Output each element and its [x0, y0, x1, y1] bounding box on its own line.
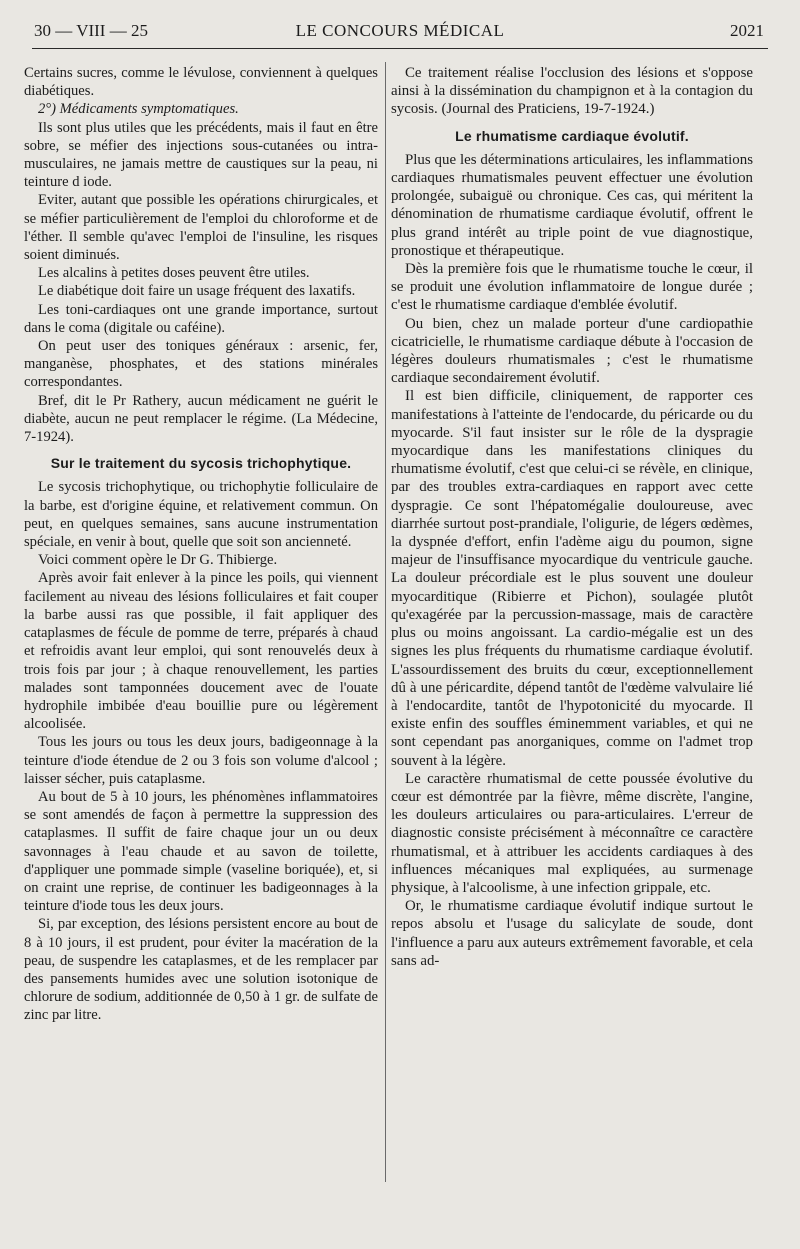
paragraph: Si, par exception, des lésions persistent encore au bout de 8 à 10 jours, il est prudent, pour éviter la macération de la peau, de suspendre les cataplasmes, et de les remplacer par des pansements humides avec une solution isotonique de chlorure de sodium, additionnée de 0,50 à 1 gr. de sulfate de zinc par litre. [24, 916, 378, 1024]
paragraph: Il est bien difficile, cliniquement, de rapporter ces manifestations à l'atteinte de l'endocarde, du péricarde ou du myocarde. S'il faut insister sur le rôle de la dyspragie myocardique dans les manifestations cliniques du rhumatisme évolutif, c'est que celui-ci se révèle, en clinique, par des troubles extra-cardiaques en rapport avec cette dyspragie. Ce sont l'hépatomégalie douloureuse, avec diarrhée surtout post-prandiale, l'oligurie, de légers œdèmes, la dyspnée d'effort, enfin l'adème aigu du poumon, signe majeur de l'insuffisance myocardique du ventricule gauche. La douleur précordiale est le plus souvent une douleur myocarditique (Ribierre et Pichon), soulagée plutôt qu'exagérée par la percussion-massage, mais de caractère plus ou moins angoissant. La cardio-mégalie est un des signes les plus fréquents du rhumatisme cardiaque évolutif. L'assourdissement des bruits du cœur, exceptionnellement dû à une péricardite, dépend tantôt de l'œdème valvulaire lié à l'endocardite, tantôt de l'hypotonicité du myocarde. Il existe enfin des souffles éminemment variables, et qui ne sont cependant pas anorganiques, comme on l'admet trop souvent à la légère. [391, 388, 753, 769]
paragraph: Ce traitement réalise l'occlusion des lésions et s'oppose ainsi à la dissémination du champignon et à la contagion du sycosis. (Journal des Praticiens, 19-7-1924.) [391, 65, 753, 118]
issue-date: 30 — VIII — 25 [34, 21, 148, 40]
journal-title: LE CONCOURS MÉDICAL [295, 21, 505, 40]
paragraph: Voici comment opère le Dr G. Thibierge. [38, 552, 278, 569]
page-header [32, 18, 768, 49]
section-heading: Le rhumatisme cardiaque évolutif. [455, 127, 689, 144]
right-column [391, 64, 753, 970]
subheading [24, 100, 378, 118]
paragraph: Les toni-cardiaques ont une grande importance, surtout dans le coma (digitale ou caféine). [24, 301, 378, 336]
paragraph: Plus que les déterminations articulaires, les inflammations cardiaques rhumatismales peuvent effectuer une évolution prolongée, subaiguë ou chronique. Ces cas, qui méritent la dénomination de rhumatisme cardiaque évolutif, offrent le plus grand intérêt au triple point de vue diagnostique, pronostique et thérapeutique. [391, 151, 753, 259]
paragraph: Tous les jours ou tous les deux jours, badigeonnage à la teinture d'iode étendue de 2 ou 3 fois son volume d'alcool ; laisser sécher, puis cataplasme. [24, 734, 378, 787]
paragraph: Or, le rhumatisme cardiaque évolutif indique surtout le repos absolu et l'usage du salicylate de soude, dont l'influence a paru aux auteurs extrêmement favorable, et cela sans ad- [391, 898, 753, 969]
paragraph: On peut user des toniques généraux : arsenic, fer, manganèse, phosphates, et des stations minérales correspondantes. [24, 338, 378, 391]
paragraph: Dès la première fois que le rhumatisme touche le cœur, il se produit une évolution inflammatoire de longue durée ; c'est le rhumatisme cardiaque d'emblée évolutif. [391, 261, 753, 314]
paragraph: Certains sucres, comme le lévulose, conviennent à quelques diabétiques. [24, 65, 378, 100]
left-column [24, 64, 378, 1025]
paragraph: Le diabétique doit faire un usage fréquent des laxatifs. [38, 283, 356, 300]
paragraph: Après avoir fait enlever à la pince les poils, qui viennent facilement au niveau des lésions folliculaires et fait couper la barbe aussi ras que possible, il fait appliquer des cataplasmes de fécule de pomme de terre, préparés à chaud et refroidis avant leur emploi, qui sont renouvelés deux à trois fois par jour ; à chaque renouvellement, les parties malades sont tamponnées doucement avec de l'ouate hydrophile imbibée d'eau bouillie pure ou légèrement alcoolisée. [24, 570, 378, 733]
paragraph: Ou bien, chez un malade porteur d'une cardiopathie cicatricielle, le rhumatisme cardiaque débute à l'occasion de légères douleurs rhumatismales ; c'est le rhumatisme cardiaque secondairement évolutif. [391, 315, 753, 387]
paragraph: Bref, dit le Pr Rathery, aucun médicament ne guérit le diabète, aucun ne peut remplacer le régime. (La Médecine, 7-1924). [24, 392, 378, 446]
paragraph: Au bout de 5 à 10 jours, les phénomènes inflammatoires se sont amendés de façon à permettre la suppression des cataplasmes. Il suffit de faire chaque jour un ou deux savonnages à l'eau chaude et au savon de toilette, d'appliquer une pommade simple (vaseline boriquée), et, si on craint une reprise, de continuer les badigeonnages à la teinture d'iode tous les deux jours. [24, 788, 378, 915]
section-heading: Sur le traitement du sycosis trichophytique. [50, 455, 352, 472]
page-number: 2021 [730, 21, 764, 40]
paragraph: Ils sont plus utiles que les précédents, mais il faut en être sobre, se méfier des injections sous-cutanées ou intra-musculaires, ne jamais mettre de caustiques sur la peau, ni teinture d iode. [24, 119, 378, 191]
paragraph: Le sycosis trichophytique, ou trichophytie folliculaire de la barbe, est d'origine équine, et relativement commun. On peut, en quelques semaines, sans aucune instrumentation spéciale, en venir à bout, quelle que soit son ancienneté. [24, 479, 378, 551]
paragraph: Les alcalins à petites doses peuvent être utiles. [38, 265, 310, 282]
column-divider [385, 62, 386, 1182]
paragraph: Le caractère rhumatismal de cette poussée évolutive du cœur est démontrée par la fièvre, même discrète, l'angine, les douleurs articulaires ou para-articulaires. L'erreur de diagnostic consiste précisément à méconnaître ce caractère rhumatismal, et à attribuer les accidents cardiaques à des influences mécaniques mal expliquées, au surmenage physique, à l'alcoolisme, à une infection grippale, etc. [391, 770, 753, 896]
subheading-text: 2°) Médicaments symptomatiques. [38, 101, 239, 118]
paragraph: Eviter, autant que possible les opérations chirurgicales, et se méfier particulièrement de l'emploi du chloroforme et de l'éther. Il semble qu'avec l'emploi de l'insuline, les risques soient diminués. [24, 192, 378, 264]
